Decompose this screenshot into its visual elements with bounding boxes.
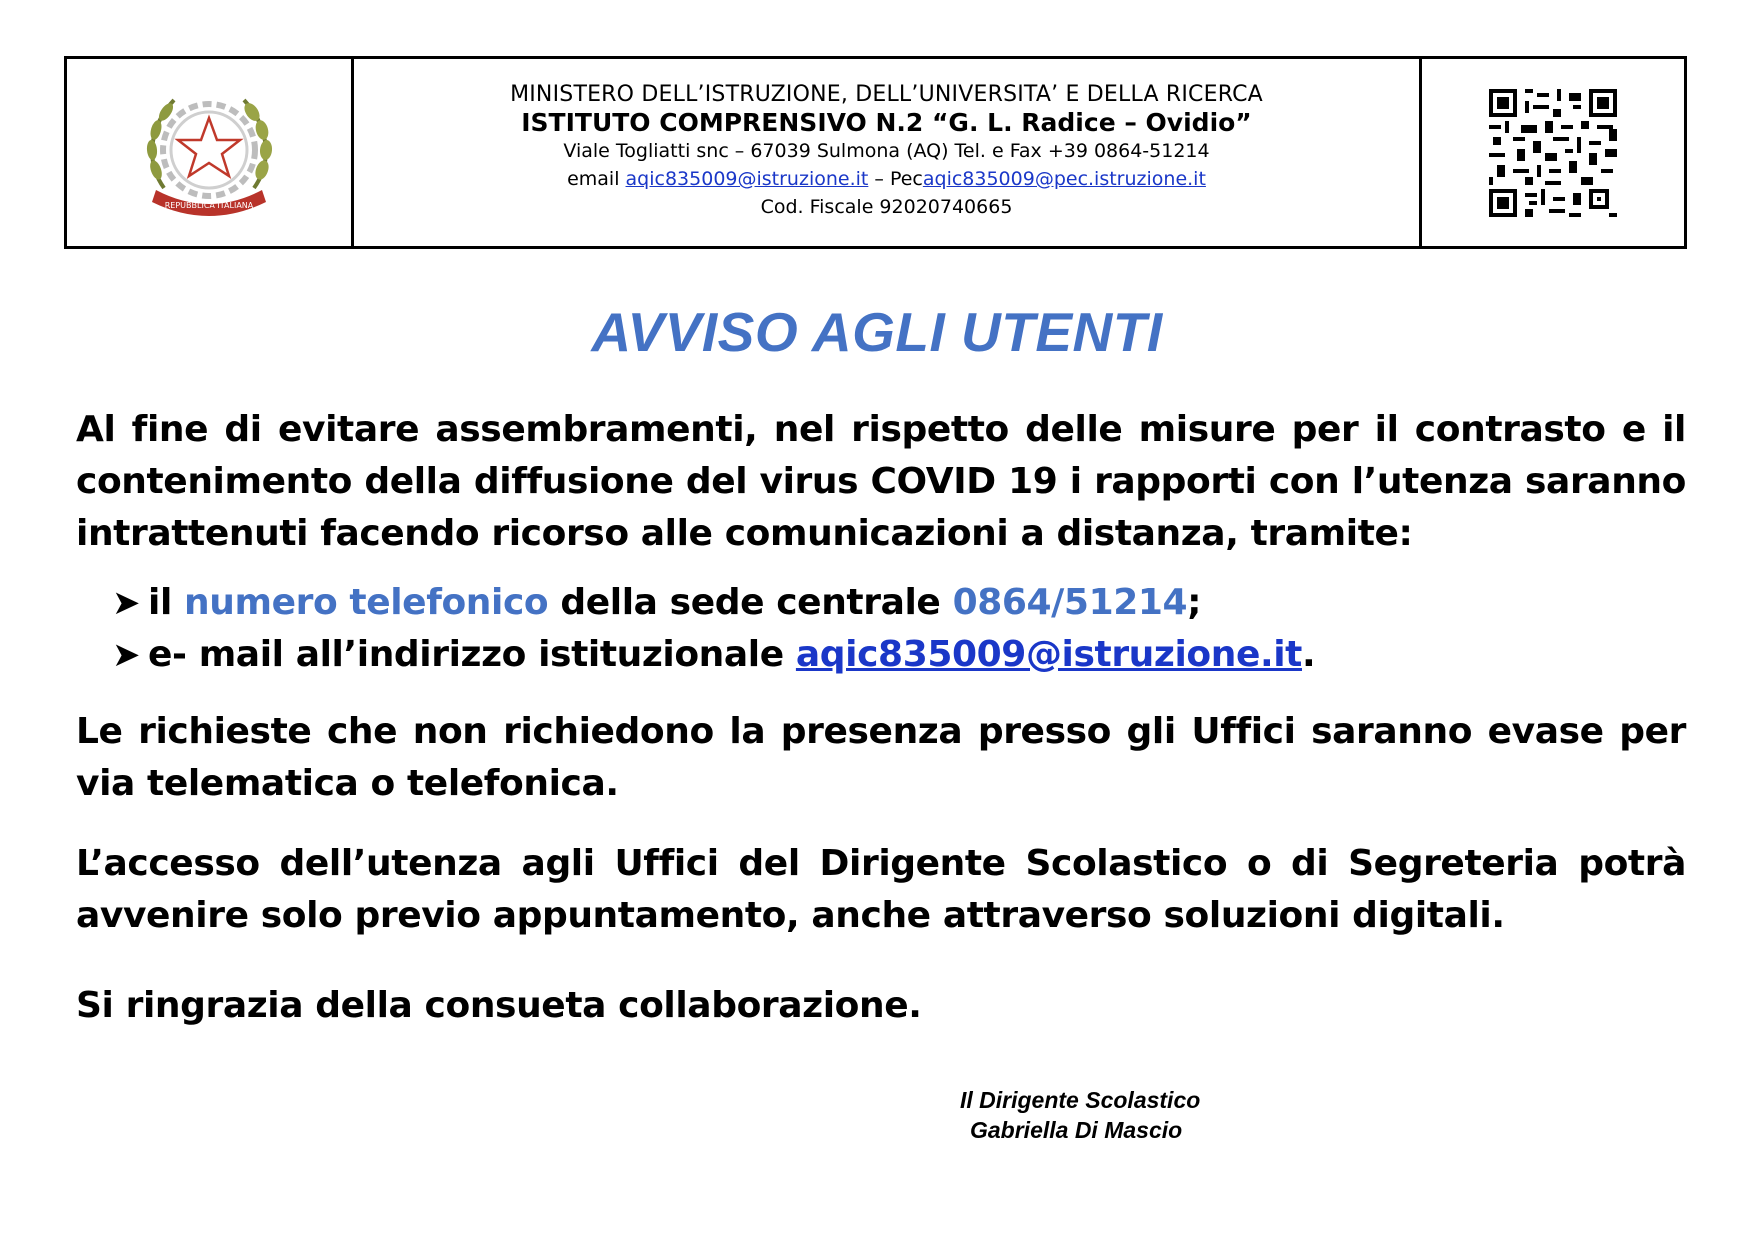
pec-label: – Pec — [868, 168, 923, 190]
pec-link[interactable]: aqic835009@pec.istruzione.it — [922, 168, 1206, 190]
svg-text:REPUBBLICA ITALIANA: REPUBBLICA ITALIANA — [164, 200, 254, 210]
qr-cell — [1422, 59, 1684, 246]
school-name: ISTITUTO COMPRENSIVO N.2 “G. L. Radice – Ovidio” — [521, 108, 1252, 137]
signature-role: Il Dirigente Scolastico — [960, 1087, 1201, 1113]
italian-republic-emblem — [134, 78, 284, 228]
notice-paragraph-thanks: Si ringrazia della consueta collaborazione. — [76, 985, 922, 1026]
institutional-email-link[interactable]: aqic835009@istruzione.it — [795, 634, 1302, 675]
institution-info — [354, 59, 1422, 246]
contact-line — [354, 165, 1419, 193]
notice-paragraph-intro: Al fine di evitare assembramenti, nel rispetto delle misure per il contrasto e il contenimento della diffusione del virus COVID 19 i rapporti con l’utenza saranno intrattenuti facendo ricorso alle comunicazioni a distanza, tramite: — [76, 409, 1686, 554]
emblem-cell — [67, 59, 354, 246]
qr-code-icon — [1485, 85, 1621, 221]
bullet-phone-prefix: il — [148, 582, 185, 623]
notice-title: AVVISO AGLI UTENTI — [591, 301, 1163, 363]
list-item-phone — [112, 577, 1315, 629]
ministry-name: MINISTERO DELL’ISTRUZIONE, DELL’UNIVERSITA’ E DELLA RICERCA — [510, 82, 1263, 107]
bullet-email-prefix: e- mail all’indirizzo istituzionale — [148, 634, 796, 675]
notice-paragraph-requests: Le richieste che non richiedono la presenza presso gli Uffici saranno evase per via telematica o telefonica. — [76, 711, 1686, 804]
signature-block — [960, 1085, 1200, 1145]
arrow-bullet-icon: ➤ — [112, 635, 141, 675]
email-label: email — [567, 168, 626, 190]
bullet-email-suffix: . — [1302, 634, 1316, 675]
letterhead — [64, 56, 1687, 249]
bullet-phone-suffix: ; — [1187, 582, 1202, 623]
list-item-email — [112, 629, 1315, 681]
school-address: Viale Togliatti snc – 67039 Sulmona (AQ) Tel. e Fax +39 0864-51214 — [563, 140, 1210, 162]
signature-name: Gabriella Di Mascio — [970, 1117, 1183, 1143]
arrow-bullet-icon: ➤ — [112, 583, 141, 623]
notice-paragraph-access: L’accesso dell’utenza agli Uffici del Dirigente Scolastico o di Segreteria potrà avvenire solo previo appuntamento, anche attraverso soluzioni digitali. — [76, 843, 1686, 936]
contact-methods-list — [112, 577, 1315, 681]
phone-number[interactable]: 0864/51214 — [952, 582, 1188, 623]
email-link[interactable]: aqic835009@istruzione.it — [625, 168, 869, 190]
phone-highlight: numero telefonico — [184, 582, 549, 623]
fiscal-code: Cod. Fiscale 92020740665 — [760, 196, 1013, 218]
bullet-phone-middle: della sede centrale — [548, 582, 953, 623]
